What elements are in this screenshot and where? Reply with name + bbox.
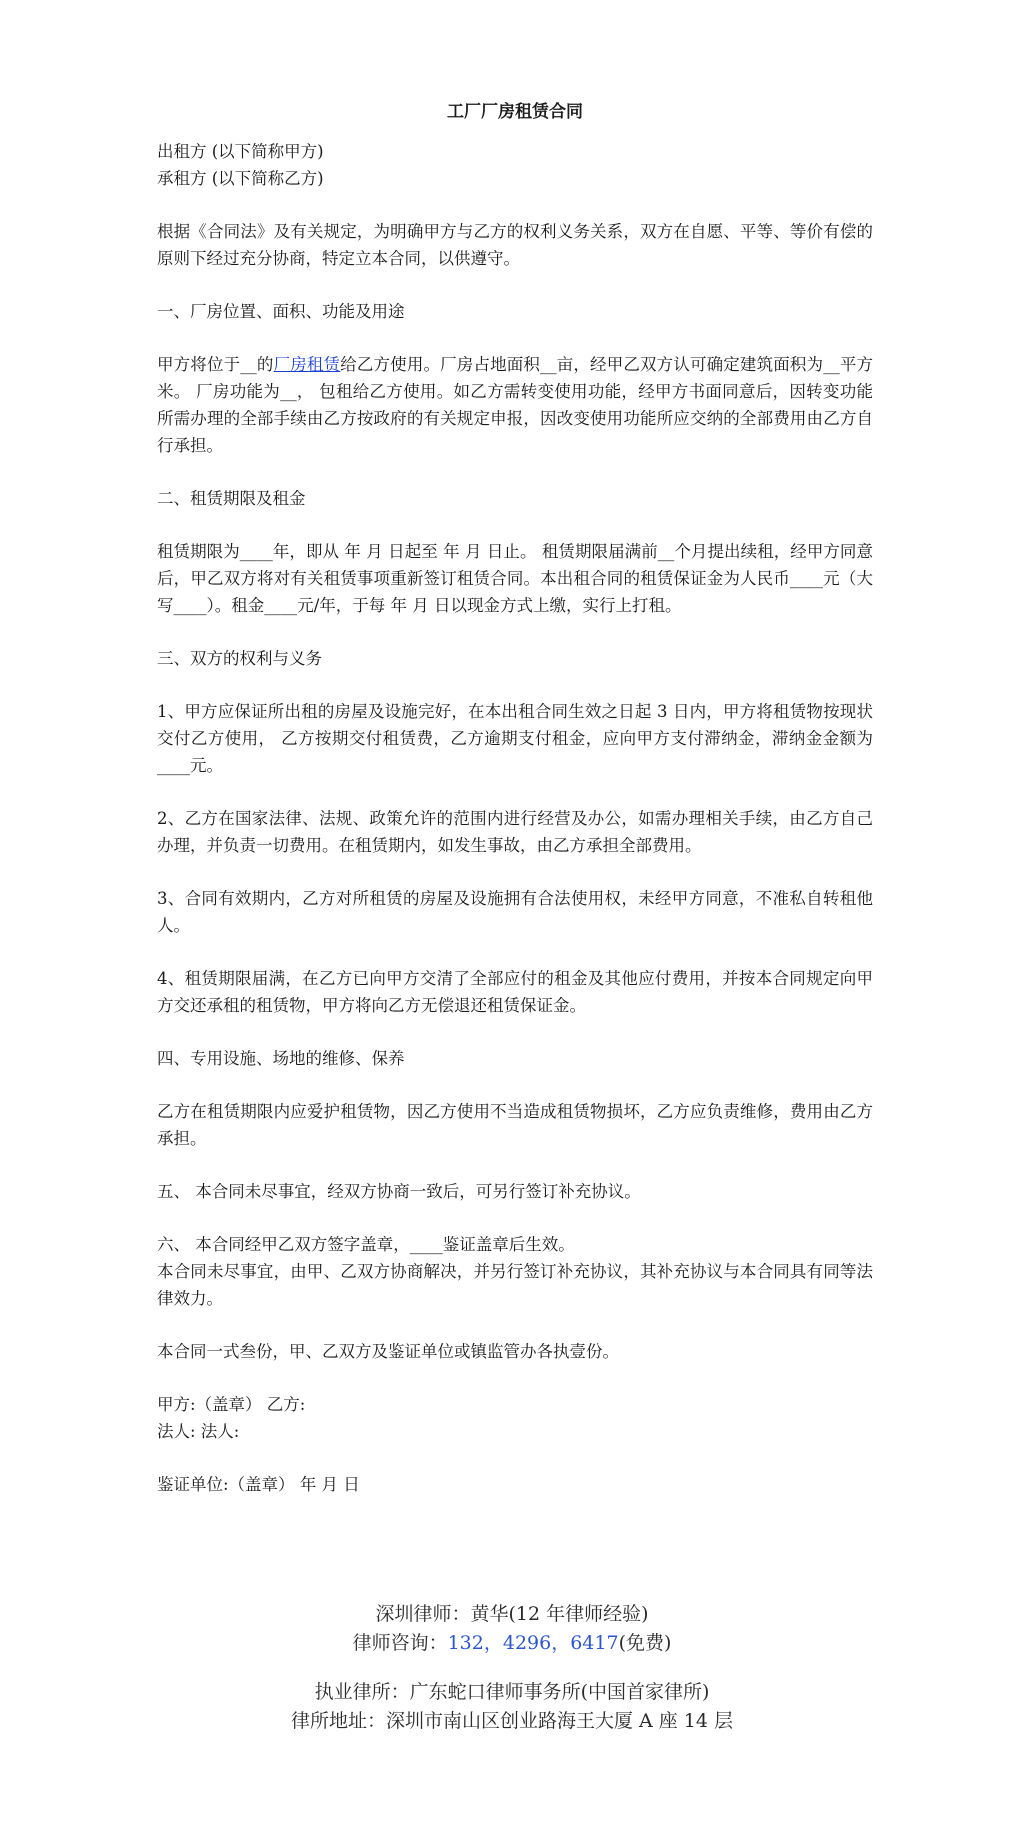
- section3-heading: 三、双方的权利与义务: [157, 649, 322, 668]
- signature-line-witness: 鉴证单位:（盖章） 年 月 日: [157, 1475, 360, 1494]
- document-body: [157, 138, 873, 1498]
- lawyer-consult-line: [0, 1629, 1024, 1658]
- contract-document: [157, 96, 873, 1524]
- signature-block: [157, 1391, 873, 1498]
- lawyer-footer: [0, 1600, 1024, 1736]
- lessor-line: 出租方 (以下简称甲方): [157, 142, 324, 161]
- law-firm-address-line: 律所地址：深圳市南山区创业路海王大厦 A 座 14 层: [290, 1710, 734, 1732]
- document-title: 工厂厂房租赁合同: [447, 102, 583, 122]
- section5-paragraph: 五、 本合同未尽事宜，经双方协商一致后，可另行签订补充协议。: [157, 1182, 641, 1201]
- section6-paragraph: 六、 本合同经甲乙双方签字盖章，____鉴证盖章后生效。: [157, 1235, 575, 1254]
- consult-suffix: (免费): [618, 1632, 672, 1654]
- section1-text-after-link: 给乙方使用。厂房占地面积__亩，经甲乙双方认可确定建筑面积为__平方米。 厂房功能为__， 包租给乙方使用。如乙方需转变使用功能，经甲方书面同意后，因转变功能所需办理的全部手续由乙方按政府的有关规定申报，因改变使用功能所应交纳的全部费用由乙方自行承担。: [157, 355, 874, 455]
- section1-heading: 一、厂房位置、面积、功能及用途: [157, 302, 405, 321]
- copies-paragraph: 本合同一式叁份，甲、乙双方及鉴证单位或镇监管办各执壹份。: [157, 1342, 619, 1361]
- factory-lease-link[interactable]: 厂房租赁: [273, 355, 341, 374]
- section4-paragraph: 乙方在租赁期限内应爱护租赁物，因乙方使用不当造成租赁物损坏，乙方应负责维修，费用由乙方承担。: [157, 1102, 873, 1148]
- phone-number[interactable]: 132，4296，6417: [447, 1632, 619, 1654]
- signature-line-parties: 甲方:（盖章） 乙方:: [157, 1395, 306, 1414]
- section1-text-before-link: 甲方将位于__的: [157, 355, 274, 374]
- parties-block: [157, 138, 873, 192]
- consult-label: 律师咨询：: [352, 1632, 448, 1654]
- section3-item-4: 4、租赁期限届满，在乙方已向甲方交清了全部应付的租金及其他应付费用，并按本合同规定向甲方交还承租的租赁物，甲方将向乙方无偿退还租赁保证金。: [157, 969, 873, 1015]
- lawyer-name-line: 深圳律师：黄华(12 年律师经验): [375, 1603, 649, 1625]
- section3-item-1: 1、甲方应保证所出租的房屋及设施完好，在本出租合同生效之日起 3 日内，甲方将租赁物按现状交付乙方使用， 乙方按期交付租赁费，乙方逾期支付租金，应向甲方支付滞纳金，滞纳金金额为____元。: [157, 702, 873, 775]
- signature-spacer: [157, 1445, 873, 1471]
- section2-heading: 二、租赁期限及租金: [157, 489, 306, 508]
- section1-paragraph: [157, 351, 873, 459]
- section6-extra-paragraph: 本合同未尽事宜，由甲、乙双方协商解决，并另行签订补充协议，其补充协议与本合同具有同等法律效力。: [157, 1262, 873, 1308]
- section4-heading: 四、专用设施、场地的维修、保养: [157, 1049, 405, 1068]
- signature-line-legal: 法人: 法人:: [157, 1422, 240, 1441]
- section3-item-3: 3、合同有效期内，乙方对所租赁的房屋及设施拥有合法使用权，未经甲方同意，不准私自转租他人。: [157, 889, 873, 935]
- section3-item-2: 2、乙方在国家法律、法规、政策允许的范围内进行经营及办公，如需办理相关手续，由乙方自己办理，并负责一切费用。在租赁期内，如发生事故，由乙方承担全部费用。: [157, 809, 873, 855]
- law-firm-line: 执业律所：广东蛇口律师事务所(中国首家律所): [314, 1681, 710, 1703]
- section2-paragraph: 租赁期限为____年，即从 年 月 日起至 年 月 日止。 租赁期限届满前__个月提出续租，经甲方同意后，甲乙双方将对有关租赁事项重新签订租赁合同。本出租合同的租赁保证金为人民币____元（大写____）。租金____元/年，于每 年 月 日以现金方式上缴，实行上打租。: [157, 542, 873, 615]
- preamble-paragraph: 根据《合同法》及有关规定，为明确甲方与乙方的权利义务关系，双方在自愿、平等、等价有偿的原则下经过充分协商，特定立本合同，以供遵守。: [157, 222, 873, 268]
- lessee-line: 承租方 (以下简称乙方): [157, 169, 324, 188]
